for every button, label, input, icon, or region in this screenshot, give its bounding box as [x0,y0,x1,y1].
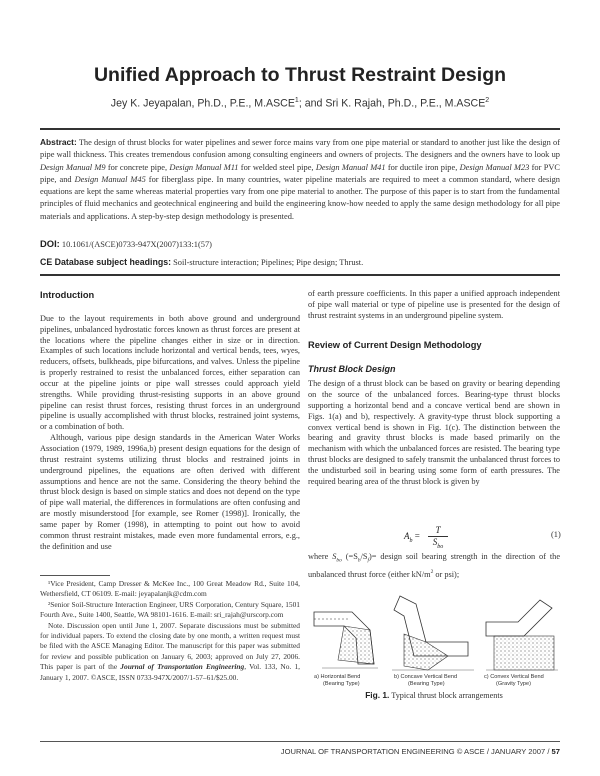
note-journal: Journal of Transportation Engineering [120,662,245,672]
doi-label: DOI: [40,238,60,249]
footnote-note [40,621,300,683]
subsection-heading-thrust-block: Thrust Block Design [308,364,396,375]
abstract-manual-m45: Design Manual M45 [74,174,146,184]
eq-denominator [428,537,448,550]
p-text: or psi); [433,569,460,579]
fig-label-b: b) Concave Vertical Bend [394,674,458,680]
abstract-text: for ductile iron pipe, [385,162,460,172]
abstract-end-rule [40,274,560,276]
p-text: )= design soil bearing strength in the direction of the unbalanced thrust force (either kN/m [308,552,561,579]
eq-lhs-sub: b [409,537,413,544]
subject-value: Soil-structure interaction; Pipelines; Pipe design; Thrust. [171,258,364,267]
paragraph: where $S_{bo}$ $(=S_b/S_f)=$ design soil bearing strength in the direction of the unbalanced thrust force (either $kN/m^2$ or psi); [308,552,561,579]
eq-den: S [432,537,438,547]
abstract-text: for fiberglass pipe. In many countries, water pipeline materials are required to meet a common standard, where design equations are kept the same whereas material properties vary from one pipe material to another. The purpose of this paper is to start from the fundamental principles of fluid mechanics and geotechnical engineering and build the engineering know-how needed to apply the same design methodology for all pipe materials and applications. A step-by-step design methodology is presented. [40,174,560,221]
p-text: where [308,552,333,561]
eq-equals: = [412,531,420,541]
fig-label-a: a) Horizontal Bend [314,674,361,680]
author-1: Jey K. Jeyapalan, Ph.D., P.E., M.ASCE [110,97,295,110]
footer-journal: JOURNAL OF TRANSPORTATION ENGINEERING © ASCE / JANUARY 2007 / [280,747,552,756]
doi-line [40,238,560,249]
eq-den-sub: bo [437,543,444,550]
author-1-marker: 1 [294,97,299,104]
p-text: (=S [341,552,358,561]
eq-numerator: T [435,525,441,535]
fig-horizontal-bend [314,612,378,668]
subject-headings [40,257,560,267]
footer-rule [40,741,560,742]
abstract-text: for PVC pipe, and [40,162,560,184]
figure-caption-label: Fig. 1. [365,690,390,700]
abstract-manual-m11: Design Manual M11 [169,162,239,172]
fig-label-c: c) Convex Vertical Bend [484,674,544,680]
right-column-continued [308,552,560,580]
page-number: 57 [551,747,560,756]
note-text: , Vol. 133, No. 1, January 1, 2007. ©ASCE, ISSN 0733-947X/2007/1-57–61/$25.00. [40,662,300,682]
paragraph: The design of a thrust block can be based on gravity or bearing depending on the source of the unbalanced forces. Bearing-type thrust blocks supporting a horizontal bend and a concave vertical bend are shown in Figs. 1(a) and b), respectively. A gravity-type thrust block supporting a convex vertical bend is shown in Fig. 1(c). The distinction between the bearing and gravity thrust blocks is made based primarily on the mechanism with which the unbalanced forces are resisted. The bearing type thrust blocks are designed to safely transmit the unbalanced thrust forces to the undisturbed soil in bearing using some form of earth pressures. The required bearing area of the thrust block is given by [308,379,560,486]
figure-caption [308,690,560,700]
abstract-manual-m23: Design Manual M23 [459,162,530,172]
footnote-2: ²Senior Soil-Structure Interaction Engineer, URS Corporation, Century Square, 1501 Fourth Ave., Suite 1400, Seattle, WA 98101-1616. E-mail: sri_rajah@urscorp.com [40,599,300,620]
section-heading-introduction: Introduction [40,290,95,300]
footnote-rule [40,575,110,576]
eq-lhs: A [404,531,410,541]
header-rule [40,128,560,130]
fig-sublabel-b: (Bearing Type) [408,681,445,687]
abstract-text: for concrete pipe, [105,162,170,172]
right-column [308,289,560,488]
author-line [0,97,600,110]
section-heading-review: Review of Current Design Methodology [308,339,482,350]
footnotes [40,579,300,683]
paragraph: Due to the layout requirements in both above ground and underground pipelines, unbalanced hydrostatic forces known as thrust forces are present at the locations where the pipeline changes either in size or in direction. Examples of such locations include horizontal and vertical bends, tees, wyes, reducers, offsets, bulkheads, pipe bifurcations, and valves. Unless the pipeline is properly restrained to resist the unbalanced forces, either separation can occur at the pipeline joints or pipe wall stresses could approach yield strengths. While providing thrust-resisting supports in an above ground pipeline can resist thrust forces, resisting thrust forces in an underground pipeline is usually accomplished with thrust blocks, restrained joint systems, or a combination of both. [40,313,300,432]
author-2-marker: 2 [485,97,490,104]
equation-number: (1) [551,530,561,539]
fig-sublabel-c: (Gravity Type) [496,681,532,687]
figure-1-thrust-blocks [308,582,560,688]
paragraph: of earth pressure coefficients. In this paper a unified approach independent of pipe wall material or type of pipeline use is presented for the design of thrust restraint systems in an underground pipeline system. [308,289,560,320]
abstract-manual-m9: Design Manual M9 [40,162,106,172]
figure-caption-text: Typical thrust block arrangements [389,691,503,700]
fig-sublabel-a: (Bearing Type) [323,681,360,687]
fig-concave-vertical-bend [392,596,474,670]
paper-title: Unified Approach to Thrust Restraint Design [93,64,507,86]
paragraph: Although, various pipe design standards in the American Water Works Association (1979, 1989, 1996a,b) present design equations for the design of thrust restraint systems utilizing thrust blocks and restrained joints in underground pipelines, the equations are often derived with different assumptions and hence are not the same. Considering the theory behind the thrust block design is based on simple statics and does not depend on the type of pipe wall material, the differences in formulations are often confusing and are mostly misunderstood [for example, see Romer (1998)]. Ironically, the same paper by Romer (1998), in attempting to point out how to avoid common thrust restraint mistakes, made even more fundamental errors, e.g., the definition and use [40,433,300,551]
abstract-label: Abstract: [40,137,77,147]
subject-label: CE Database subject headings: [40,257,172,267]
p-text: /S [360,552,368,561]
abstract-manual-m41: Design Manual M41 [315,162,386,172]
footnote-1: ¹Vice President, Camp Dresser & McKee Inc., 100 Great Meadow Rd., Suite 104, Wethersfield, CT 06109. E-mail: jeyapalanjk@cdm.com [40,579,300,599]
abstract-text: The design of thrust blocks for water pipelines and sewer force mains vary from one pipe material or standard to another just like the design of pipe wall thickness. This creates tremendous confusion among consulting engineers and owners of projects. The designers and the owners have to look up [40,138,560,160]
abstract [40,136,560,223]
author-separator: ; and [298,97,326,110]
left-column [40,290,300,552]
author-2: Sri K. Rajah, Ph.D., P.E., M.ASCE [325,97,486,110]
note-text: Note. Discussion open until June 1, 2007. Separate discussions must be submitted for individual papers. To extend the closing date by one month, a written request must be filed with the ASCE Managing Editor. The manuscript for this paper was submitted for review and possible publication on January 6, 2003; approved on July 27, 2006. This paper is part of the [40,620,300,672]
abstract-text: for welded steel pipe, [238,162,316,172]
doi-value[interactable]: 10.1061/(ASCE)0733-947X(2007)133:1(57) [59,240,212,249]
fig-convex-vertical-bend [486,600,558,670]
page-footer [281,747,560,756]
